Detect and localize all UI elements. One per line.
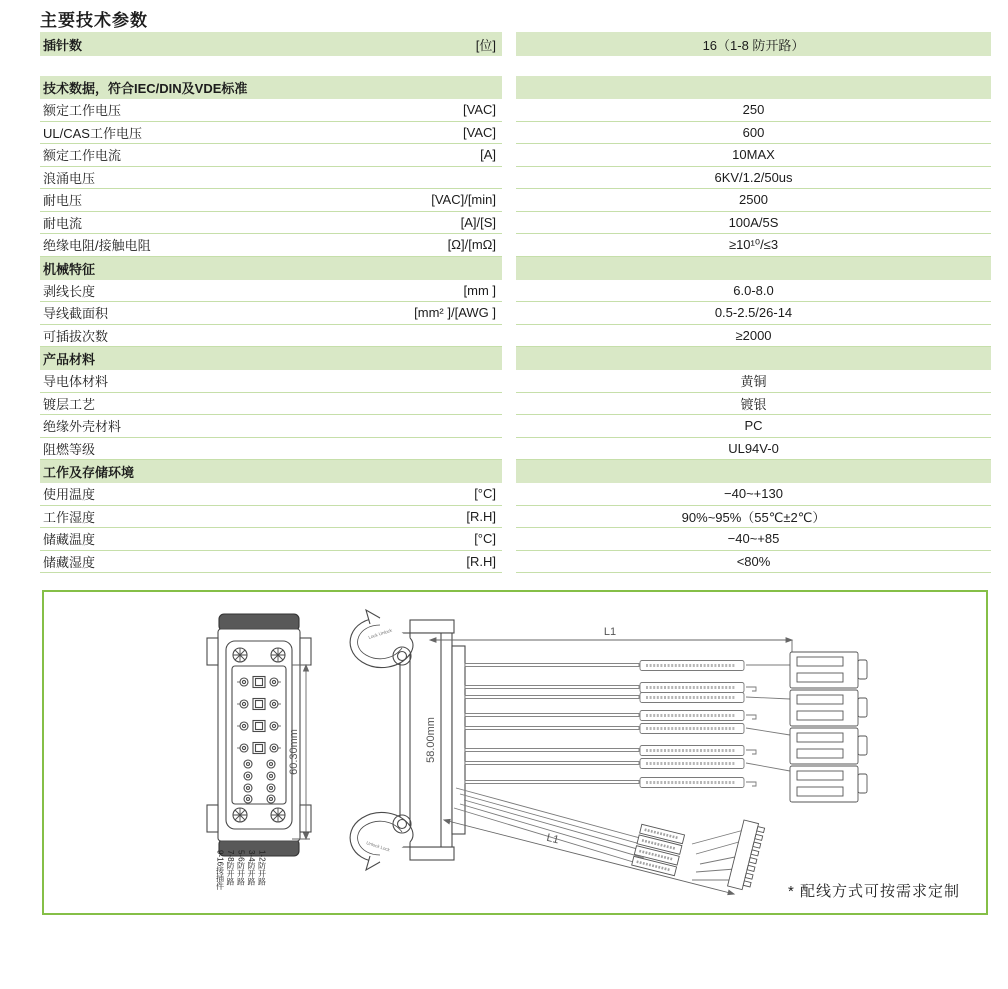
row-label: 浪涌电压 [43, 170, 96, 186]
column-gap [502, 506, 516, 529]
row-value: 2500 [739, 192, 768, 208]
row-value: −40~+85 [727, 531, 780, 547]
row-unit: [°C] [474, 486, 496, 502]
pin-group-label: 7-8防开路 [226, 850, 235, 886]
column-gap [502, 415, 516, 438]
row-value: 16（1-8 防开路） [702, 37, 805, 53]
row-label: UL/CAS工作电压 [43, 125, 142, 141]
row-unit: [Ω]/[mΩ] [447, 237, 496, 253]
row-label: 工作湿度 [43, 509, 96, 525]
column-gap [502, 528, 516, 551]
table-row [40, 122, 991, 145]
dimension-L1-bottom [444, 819, 734, 894]
spec-table-body [40, 76, 991, 573]
row-label: 耐电压 [43, 193, 83, 209]
side-view-drawing [350, 610, 465, 870]
wire-harness-bottom [444, 788, 765, 895]
column-gap [502, 551, 516, 574]
table-section-header [40, 347, 991, 370]
terminal-block [790, 728, 867, 764]
row-value: 镀银 [740, 396, 767, 412]
bottom-marker-tags [632, 824, 685, 875]
column-gap [502, 167, 516, 190]
column-gap [502, 122, 516, 145]
pin-group-legend [214, 850, 267, 912]
latch-lever-bottom [350, 812, 413, 870]
section-title: 产品材料 [43, 352, 96, 367]
table-section-header [40, 76, 991, 99]
front-view-drawing [207, 614, 311, 856]
section-title: 技术数据，符合IEC/DIN及VDE标准 [43, 81, 248, 96]
row-label: 绝缘外壳材料 [43, 419, 122, 435]
column-gap [502, 280, 516, 303]
row-label: 使用温度 [43, 487, 96, 503]
wires [465, 664, 639, 784]
table-row [40, 189, 991, 212]
table-row [40, 528, 991, 551]
latch-lever-top [350, 610, 413, 668]
row-label: 绝缘电阻/接触电阻 [43, 238, 151, 254]
pin-group-label: 3-4防开路 [247, 850, 256, 886]
table-row [40, 99, 991, 122]
row-label: 储藏温度 [43, 532, 96, 548]
row-unit: [A]/[S] [460, 214, 496, 230]
row-label: 剥线长度 [43, 283, 96, 299]
row-unit: [位] [475, 37, 496, 53]
outline-drawing-panel [42, 590, 988, 915]
column-gap [502, 438, 516, 461]
dim-length-top-label: L1 [603, 626, 617, 638]
connector-drawing [44, 592, 986, 913]
row-value: 6.0-8.0 [733, 282, 774, 298]
dim-front-height-label: 60.30mm [288, 729, 300, 775]
row-value: PC [744, 418, 763, 434]
row-label: 导电体材料 [43, 374, 109, 390]
row-label: 阻燃等级 [43, 441, 96, 457]
column-gap [502, 483, 516, 506]
row-unit: [VAC] [463, 124, 496, 140]
table-row [40, 280, 991, 303]
table-row [40, 551, 991, 574]
latch-text-bottom: Unlock Lock [365, 840, 391, 853]
pin-group-label: 1-2防开路 [257, 850, 267, 886]
column-gap [502, 76, 516, 99]
column-gap [502, 393, 516, 416]
terminal-blocks [790, 652, 867, 802]
row-value: <80% [736, 553, 771, 569]
table-row [40, 167, 991, 190]
row-unit: [R.H] [466, 508, 496, 524]
column-gap [502, 460, 516, 483]
row-value: 黄铜 [740, 374, 767, 390]
table-spacer [40, 56, 991, 76]
table-row [40, 212, 991, 235]
terminal-block [790, 766, 867, 802]
row-value: ≥2000 [735, 327, 772, 343]
row-value: 100A/5S [728, 214, 779, 230]
column-gap [502, 302, 516, 325]
column-gap [502, 370, 516, 393]
row-label: 额定工作电压 [43, 103, 122, 119]
row-unit: [°C] [474, 531, 496, 547]
pin-group-label: 9-16接插件 [215, 850, 225, 891]
row-value: −40~+130 [724, 486, 783, 502]
row-unit: [VAC] [463, 102, 496, 118]
row-unit: [VAC]/[min] [431, 192, 496, 208]
latch-text-top: Lock Unlock [367, 627, 393, 640]
column-gap [502, 99, 516, 122]
row-label: 耐电流 [43, 215, 83, 231]
row-unit: [mm² ]/[AWG ] [414, 305, 496, 321]
table-row [40, 438, 991, 461]
row-label: 储藏湿度 [43, 554, 96, 570]
row-unit: [mm ] [463, 282, 496, 298]
row-unit: [A] [480, 147, 496, 163]
table-row [40, 393, 991, 416]
page-title: 主要技术参数 [40, 11, 148, 30]
spec-table [40, 32, 991, 573]
customization-note: * 配线方式可按需求定制 [787, 883, 960, 900]
table-row [40, 144, 991, 167]
dimension-L1-top [430, 638, 792, 654]
table-row [40, 370, 991, 393]
dim-length-bottom-label: L1 [545, 831, 561, 847]
column-gap [502, 347, 516, 370]
table-section-header [40, 257, 991, 280]
row-value: 6KV/1.2/50us [714, 169, 793, 185]
terminal-block [790, 690, 867, 726]
table-row [40, 506, 991, 529]
row-value: 250 [742, 102, 765, 118]
table-row [40, 302, 991, 325]
row-value: 600 [742, 124, 765, 140]
row-value: ≥10¹⁰/≤3 [728, 236, 779, 252]
pin-group-label: 5-6防开路 [236, 850, 246, 886]
column-gap [502, 257, 516, 280]
row-value: 90%~95%（55℃±2℃） [681, 509, 826, 525]
section-title: 工作及存储环境 [43, 465, 135, 480]
row-label: 可插拔次数 [43, 328, 109, 344]
section-title: 机械特征 [43, 261, 96, 277]
row-label: 额定工作电流 [43, 148, 122, 164]
column-gap [502, 189, 516, 212]
dim-side-height-label: 58.00mm [425, 717, 437, 763]
column-gap [502, 234, 516, 257]
column-gap [502, 144, 516, 167]
column-gap [502, 32, 516, 56]
table-section-header [40, 460, 991, 483]
row-label: 镀层工艺 [43, 396, 96, 412]
row-value: 10MAX [732, 147, 775, 163]
row-value: 0.5-2.5/26-14 [714, 305, 793, 321]
column-gap [502, 325, 516, 348]
table-row [40, 234, 991, 257]
row-value: UL94V-0 [728, 440, 779, 456]
table-row [40, 415, 991, 438]
wire-harness-top [430, 626, 867, 802]
row-label: 导线截面积 [43, 306, 109, 322]
multi-pin-plug [728, 820, 766, 891]
row-label: 插针数 [43, 37, 83, 53]
table-row [40, 325, 991, 348]
column-gap [502, 212, 516, 235]
table-row-pin-count [40, 32, 991, 56]
table-row [40, 483, 991, 506]
row-unit: [R.H] [466, 553, 496, 569]
wire-marker-tags [640, 661, 790, 788]
terminal-block [790, 652, 867, 688]
